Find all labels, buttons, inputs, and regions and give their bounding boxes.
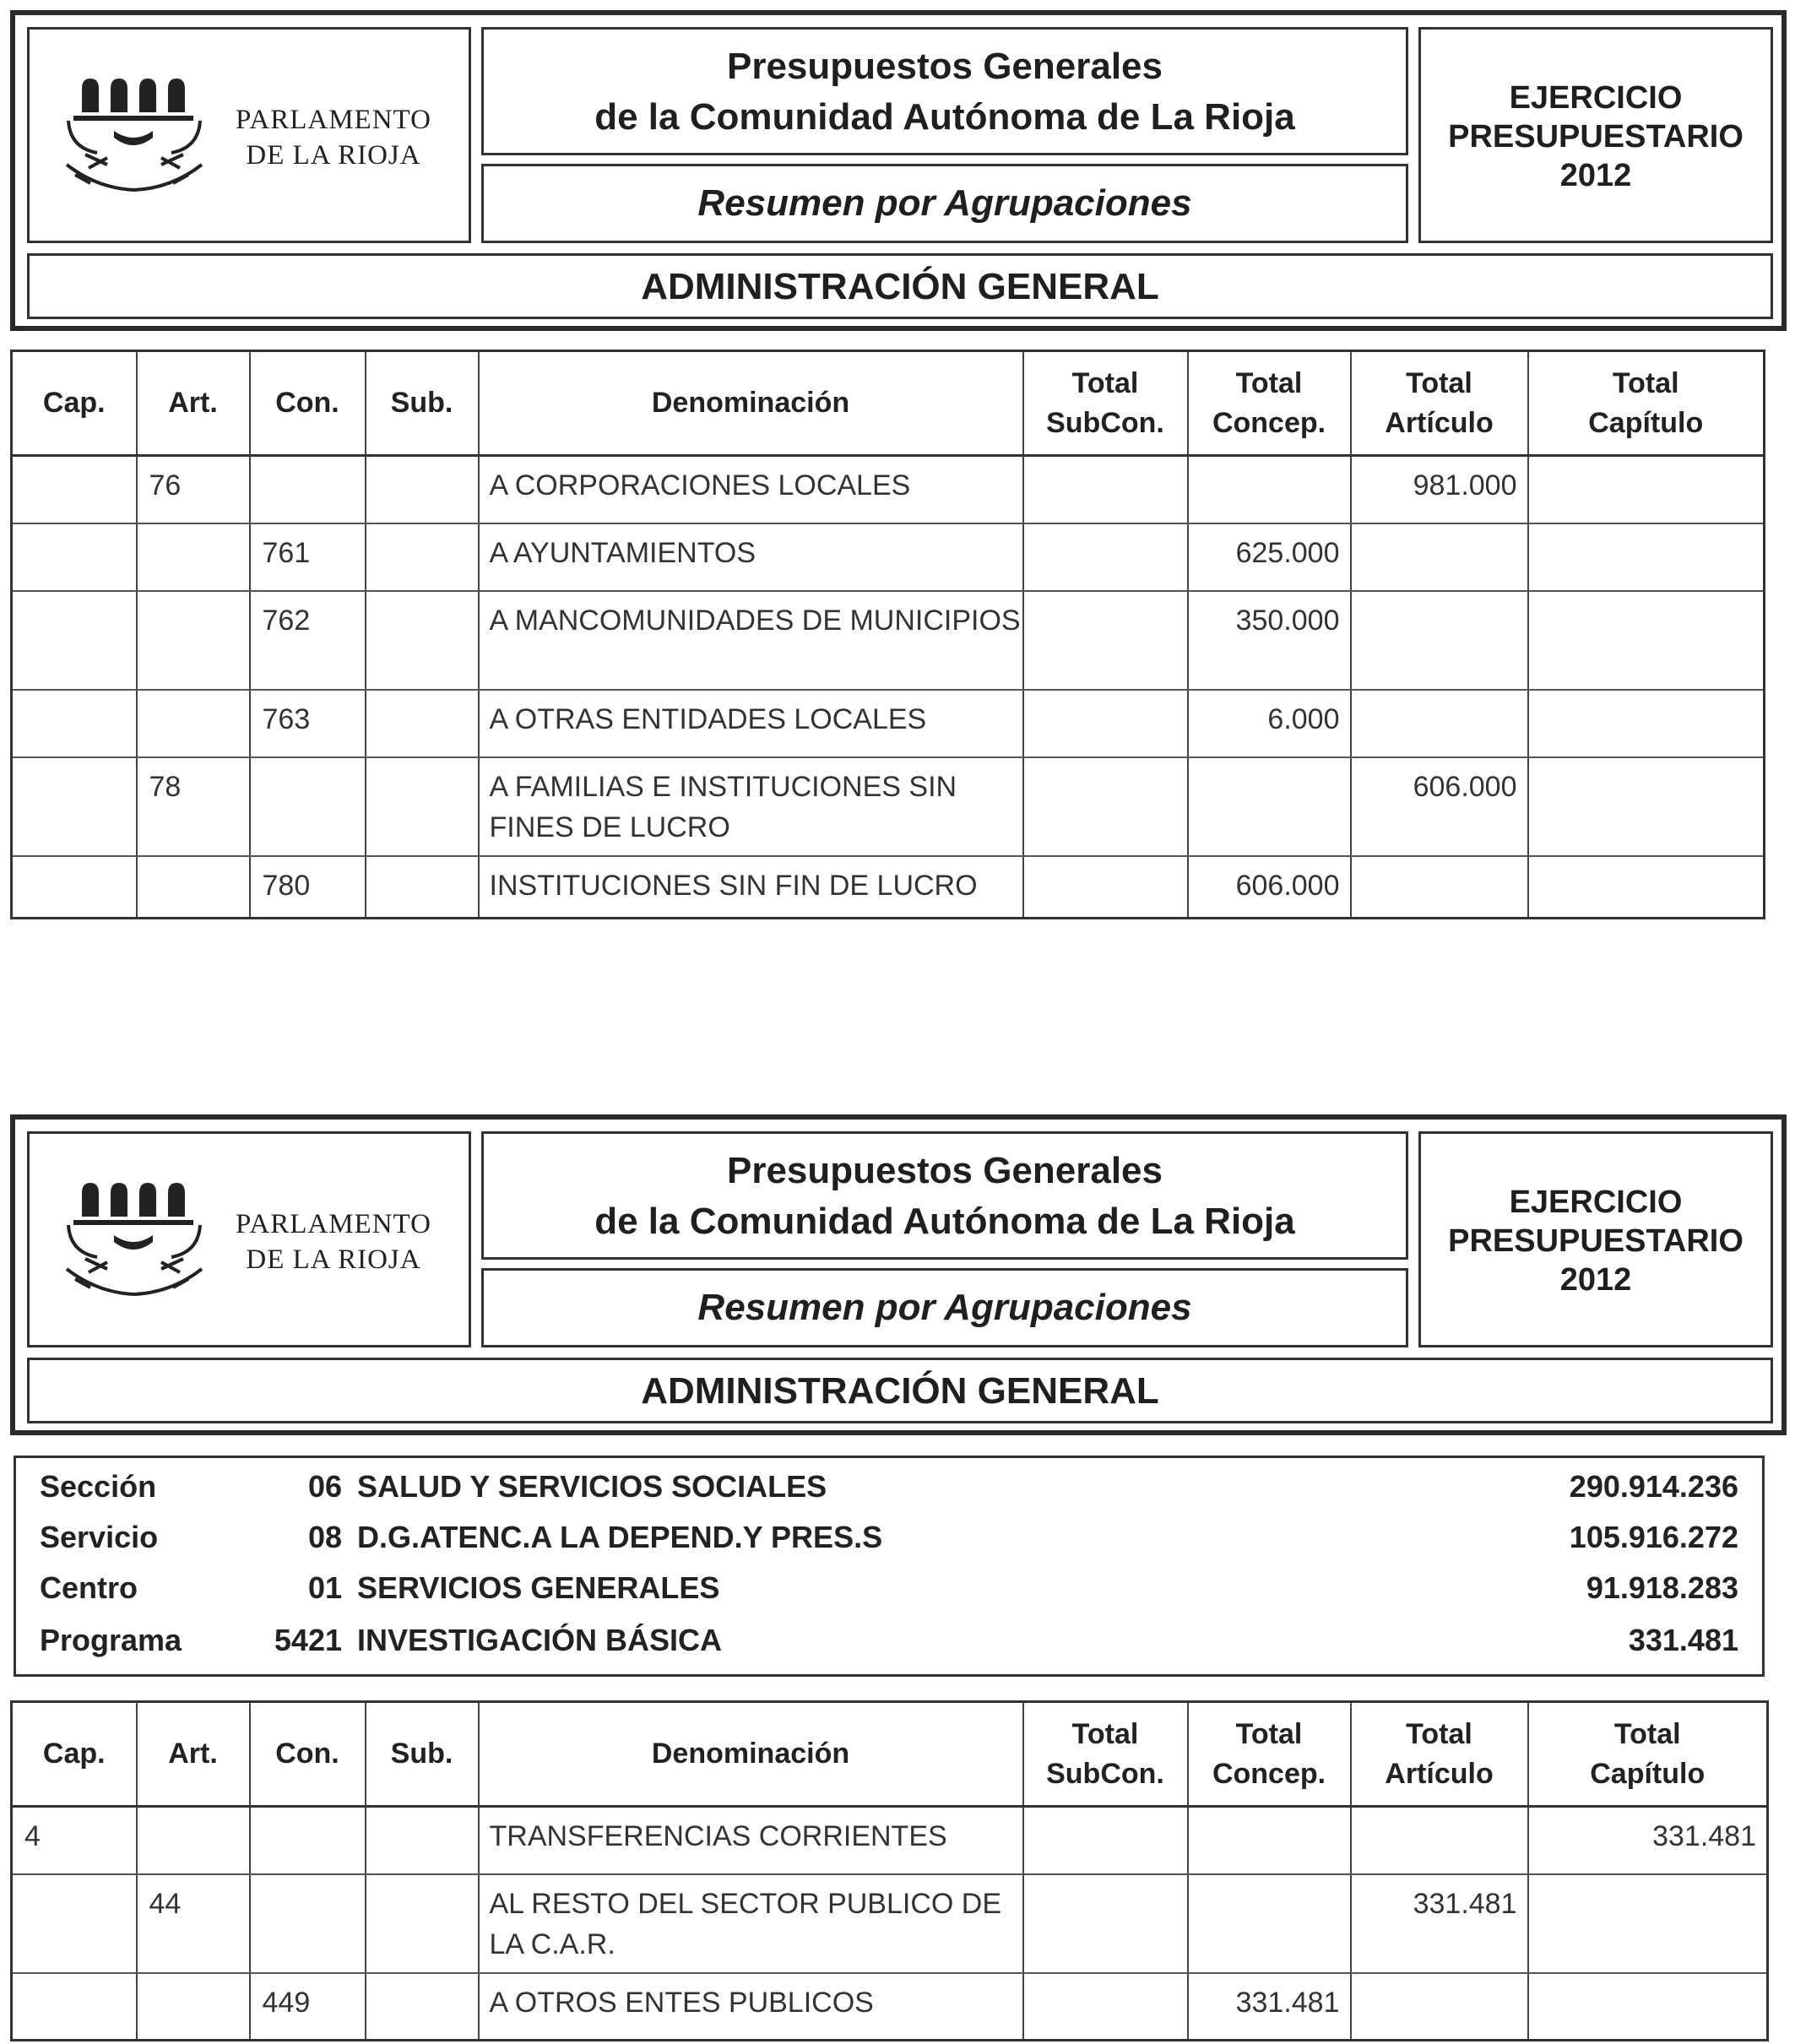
header-art: Art. (137, 1702, 250, 1807)
info-label: Programa (40, 1623, 182, 1657)
subtitle-box (481, 1268, 1408, 1347)
info-row-programa (16, 1615, 1762, 1666)
fiscal-year: 2012 (1559, 158, 1632, 193)
info-name: SALUD Y SERVICIOS SOCIALES (357, 1469, 827, 1504)
cell-sub (366, 757, 479, 856)
header-denominacion: Denominación (479, 1702, 1023, 1807)
info-name: SERVICIOS GENERALES (357, 1570, 720, 1605)
table-row (12, 1807, 1768, 1874)
header-frame (10, 10, 1787, 331)
info-code: 06 (307, 1469, 342, 1504)
cell-total-articulo (1351, 1807, 1528, 1874)
header-total-concep: Total Concep. (1188, 351, 1351, 456)
cell-denominacion: A OTRAS ENTIDADES LOCALES (479, 690, 1023, 757)
cell-total-articulo: 331.481 (1351, 1874, 1528, 1973)
table-row (12, 690, 1765, 757)
info-amount: 331.481 (1628, 1623, 1738, 1657)
budget-table-b (10, 1700, 1769, 2041)
parliament-logo-icon (63, 1174, 211, 1309)
table-row (12, 591, 1765, 690)
cell-total-concep: 350.000 (1188, 591, 1351, 690)
cell-con: 780 (250, 856, 366, 919)
info-name: D.G.ATENC.A LA DEPEND.Y PRES.S (357, 1520, 883, 1554)
header-total-subcon: Total SubCon. (1023, 351, 1188, 456)
header-total-articulo: Total Artículo (1351, 1702, 1528, 1807)
fiscal-line1: EJERCICIO (1509, 1185, 1683, 1220)
header-art: Art. (137, 351, 250, 456)
cell-total-subcon (1023, 1807, 1188, 1874)
cell-total-subcon (1023, 690, 1188, 757)
cell-art (137, 1807, 250, 1874)
cell-art (137, 856, 250, 919)
cell-total-capitulo (1528, 1874, 1768, 1973)
header-total-concep: Total Concep. (1188, 1702, 1351, 1807)
fiscal-line2: PRESUPUESTARIO (1448, 1223, 1743, 1259)
cell-art (137, 523, 250, 591)
header-frame (10, 1114, 1787, 1435)
info-code: 5421 (274, 1623, 342, 1657)
cell-art (137, 591, 250, 690)
info-amount: 290.914.236 (1569, 1469, 1738, 1504)
cell-sub (366, 523, 479, 591)
budget-table-a (10, 350, 1765, 919)
parliament-name-line1: PARLAMENTO (236, 1209, 431, 1239)
info-row-centro (16, 1563, 1762, 1613)
cell-total-subcon (1023, 856, 1188, 919)
table-row (12, 757, 1765, 856)
program-info-box (14, 1456, 1765, 1677)
fiscal-year: 2012 (1559, 1262, 1632, 1298)
cell-denominacion: A CORPORACIONES LOCALES (479, 456, 1023, 523)
document-subtitle: Resumen por Agrupaciones (697, 1287, 1192, 1328)
info-amount: 105.916.272 (1569, 1520, 1738, 1554)
cell-con (250, 1807, 366, 1874)
table-row (12, 1973, 1768, 2041)
cell-total-articulo (1351, 1973, 1528, 2041)
cell-cap: 4 (12, 1807, 137, 1874)
organization-name: ADMINISTRACIÓN GENERAL (641, 266, 1159, 307)
cell-total-concep (1188, 757, 1351, 856)
table-header-row (12, 351, 1765, 456)
parliament-name-line2: DE LA RIOJA (246, 140, 421, 171)
title-box (481, 27, 1408, 155)
cell-denominacion: INSTITUCIONES SIN FIN DE LUCRO (479, 856, 1023, 919)
organization-name: ADMINISTRACIÓN GENERAL (641, 1370, 1159, 1412)
cell-con: 763 (250, 690, 366, 757)
header-sub: Sub. (366, 351, 479, 456)
cell-total-capitulo (1528, 690, 1765, 757)
header-denominacion: Denominación (479, 351, 1023, 456)
cell-con (250, 1874, 366, 1973)
cell-total-articulo: 606.000 (1351, 757, 1528, 856)
cell-denominacion: A OTROS ENTES PUBLICOS (479, 1973, 1023, 2041)
parliament-logo-icon (63, 70, 211, 205)
cell-sub (366, 1807, 479, 1874)
header-total-articulo: Total Artículo (1351, 351, 1528, 456)
table-row (12, 456, 1765, 523)
cell-total-articulo (1351, 591, 1528, 690)
cell-con (250, 757, 366, 856)
cell-total-concep: 625.000 (1188, 523, 1351, 591)
cell-art (137, 1973, 250, 2041)
info-label: Servicio (40, 1520, 159, 1554)
cell-art (137, 690, 250, 757)
cell-total-capitulo (1528, 757, 1765, 856)
cell-total-articulo: 981.000 (1351, 456, 1528, 523)
cell-art: 76 (137, 456, 250, 523)
info-amount: 91.918.283 (1586, 1570, 1738, 1605)
cell-total-articulo (1351, 523, 1528, 591)
cell-art: 78 (137, 757, 250, 856)
cell-denominacion: A AYUNTAMIENTOS (479, 523, 1023, 591)
cell-total-articulo (1351, 856, 1528, 919)
document-title-line1: Presupuestos Generales (726, 46, 1163, 87)
table-row (12, 1874, 1768, 1973)
fiscal-year-label (1421, 1183, 1771, 1299)
cell-cap (12, 757, 137, 856)
info-code: 08 (307, 1520, 342, 1554)
cell-total-concep: 6.000 (1188, 690, 1351, 757)
cell-total-articulo (1351, 690, 1528, 757)
header-con: Con. (250, 1702, 366, 1807)
header-total-capitulo: Total Capítulo (1528, 1702, 1768, 1807)
table-header-row (12, 1702, 1768, 1807)
cell-cap (12, 1874, 137, 1973)
info-label: Sección (40, 1469, 157, 1504)
header-sub: Sub. (366, 1702, 479, 1807)
header-cap: Cap. (12, 351, 137, 456)
parliament-name-line1: PARLAMENTO (236, 105, 431, 135)
cell-denominacion: AL RESTO DEL SECTOR PUBLICO DE LA C.A.R. (479, 1874, 1023, 1973)
cell-art: 44 (137, 1874, 250, 1973)
cell-total-subcon (1023, 1973, 1188, 2041)
cell-denominacion: A MANCOMUNIDADES DE MUNICIPIOS (479, 591, 1023, 690)
header-total-capitulo: Total Capítulo (1528, 351, 1765, 456)
parliament-name (215, 102, 452, 173)
document-title (484, 1146, 1406, 1247)
header-con: Con. (250, 351, 366, 456)
cell-total-capitulo (1528, 856, 1765, 919)
cell-total-subcon (1023, 1874, 1188, 1973)
info-label: Centro (40, 1570, 138, 1605)
cell-con: 762 (250, 591, 366, 690)
cell-total-subcon (1023, 591, 1188, 690)
subtitle-box (481, 164, 1408, 243)
cell-total-concep (1188, 1807, 1351, 1874)
cell-total-subcon (1023, 757, 1188, 856)
cell-cap (12, 523, 137, 591)
cell-total-capitulo (1528, 591, 1765, 690)
cell-sub (366, 690, 479, 757)
logo-box (27, 27, 471, 243)
cell-con: 449 (250, 1973, 366, 2041)
cell-total-capitulo (1528, 456, 1765, 523)
cell-total-concep (1188, 456, 1351, 523)
cell-total-capitulo (1528, 523, 1765, 591)
cell-total-capitulo: 331.481 (1528, 1807, 1768, 1874)
fiscal-line2: PRESUPUESTARIO (1448, 119, 1743, 155)
cell-cap (12, 856, 137, 919)
cell-cap (12, 690, 137, 757)
table-row (12, 523, 1765, 591)
header-total-subcon: Total SubCon. (1023, 1702, 1188, 1807)
organization-box (27, 1358, 1773, 1423)
cell-sub (366, 1874, 479, 1973)
document-title-line2: de la Comunidad Autónoma de La Rioja (594, 96, 1295, 138)
cell-sub (366, 591, 479, 690)
fiscal-line1: EJERCICIO (1509, 80, 1683, 116)
table-row (12, 856, 1765, 919)
document-title-line2: de la Comunidad Autónoma de La Rioja (594, 1201, 1295, 1242)
cell-total-subcon (1023, 456, 1188, 523)
parliament-name-line2: DE LA RIOJA (246, 1244, 421, 1275)
cell-total-concep: 606.000 (1188, 856, 1351, 919)
fiscal-year-box (1418, 27, 1773, 243)
cell-sub (366, 456, 479, 523)
cell-total-subcon (1023, 523, 1188, 591)
cell-denominacion: A FAMILIAS E INSTITUCIONES SIN FINES DE LUCRO (479, 757, 1023, 856)
cell-con (250, 456, 366, 523)
info-code: 01 (307, 1570, 342, 1605)
logo-box (27, 1131, 471, 1347)
header-cap: Cap. (12, 1702, 137, 1807)
organization-box (27, 253, 1773, 319)
cell-con: 761 (250, 523, 366, 591)
document-title-line1: Presupuestos Generales (726, 1150, 1163, 1191)
cell-total-capitulo (1528, 1973, 1768, 2041)
document-subtitle: Resumen por Agrupaciones (697, 182, 1192, 224)
title-box (481, 1131, 1408, 1260)
cell-total-concep: 331.481 (1188, 1973, 1351, 2041)
cell-sub (366, 1973, 479, 2041)
fiscal-year-label (1421, 79, 1771, 195)
cell-total-concep (1188, 1874, 1351, 1973)
cell-sub (366, 856, 479, 919)
cell-denominacion: TRANSFERENCIAS CORRIENTES (479, 1807, 1023, 1874)
info-name: INVESTIGACIÓN BÁSICA (357, 1623, 723, 1657)
cell-cap (12, 1973, 137, 2041)
cell-cap (12, 591, 137, 690)
document-title (484, 41, 1406, 143)
parliament-name (215, 1206, 452, 1277)
cell-cap (12, 456, 137, 523)
fiscal-year-box (1418, 1131, 1773, 1347)
info-row-seccion (16, 1461, 1762, 1512)
info-row-servicio (16, 1512, 1762, 1563)
